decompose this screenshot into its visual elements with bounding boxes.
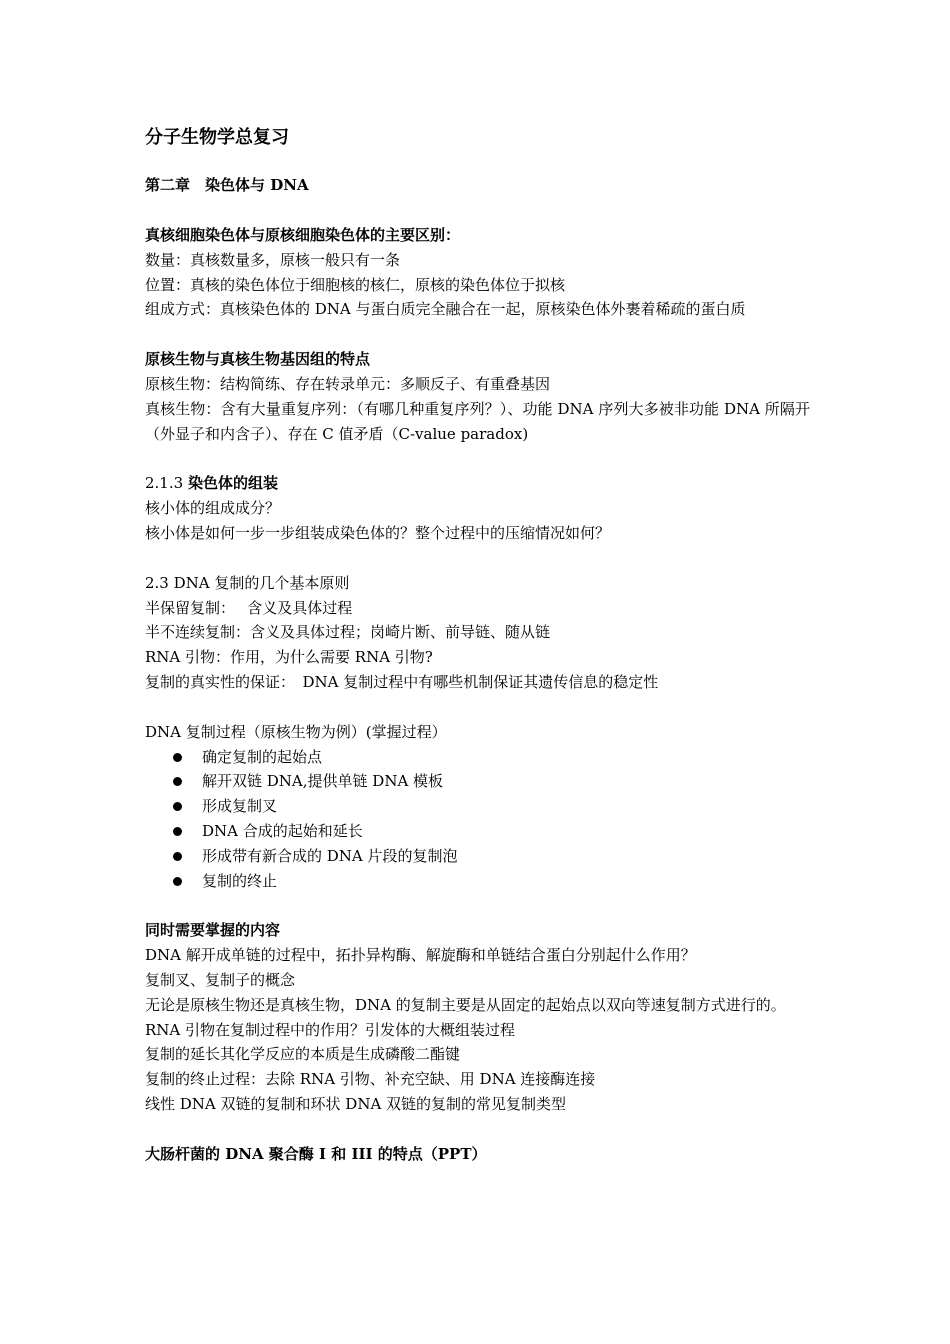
section-replication-principles xyxy=(145,571,810,695)
paragraph-line: 复制叉、复制子的概念 xyxy=(145,970,296,989)
section-heading xyxy=(145,471,810,496)
list-item-text: DNA 合成的起始和延长 xyxy=(202,821,363,840)
section-dna-polymerase xyxy=(145,1142,810,1167)
list-item-text: 形成带有新合成的 DNA 片段的复制泡 xyxy=(202,846,458,865)
paragraph-line: 组成方式：真核染色体的 DNA 与蛋白质完全融合在一起，原核染色体外裹着稀疏的蛋白质 xyxy=(145,300,746,319)
list-item xyxy=(145,769,810,794)
bullet-dot-icon xyxy=(173,753,182,762)
paragraph-line: RNA 引物：作用，为什么需要 RNA 引物? xyxy=(145,648,433,667)
paragraph-line: 线性 DNA 双链的复制和环状 DNA 双链的复制的常见复制类型 xyxy=(145,1094,567,1113)
list-item-text: 解开双链 DNA,提供单链 DNA 模板 xyxy=(202,772,444,791)
bullet-list xyxy=(145,745,810,894)
section-number: 2.1.3 xyxy=(145,474,188,493)
section-chromosome-differences xyxy=(145,223,810,322)
section-heading: 大肠杆菌的 DNA 聚合酶 I 和 III 的特点（PPT） xyxy=(145,1144,487,1163)
paragraph-line: 位置：真核的染色体位于细胞核的核仁，原核的染色体位于拟核 xyxy=(145,275,566,294)
list-item xyxy=(145,745,810,770)
bullet-dot-icon xyxy=(173,777,182,786)
paragraph-line: 数量：真核数量多，原核一般只有一条 xyxy=(145,250,401,269)
document-title: 分子生物学总复习 xyxy=(145,127,289,148)
section-chromosome-assembly xyxy=(145,471,810,545)
section-replication-process xyxy=(145,720,810,894)
section-heading: 同时需要掌握的内容 xyxy=(145,921,281,940)
document-body xyxy=(145,125,810,1192)
list-item xyxy=(145,794,810,819)
chapter-heading: 第二章 染色体与 DNA xyxy=(145,176,309,194)
paragraph-line: 真核生物：含有大量重复序列：（有哪几种重复序列？）、功能 DNA 序列大多被非功能 DNA 所隔开（外显子和内含子）、存在 C 值矛盾（C-value paradox) xyxy=(145,399,810,443)
list-item-text: 确定复制的起始点 xyxy=(202,747,323,766)
bullet-dot-icon xyxy=(173,852,182,861)
section-must-know xyxy=(145,918,810,1116)
paragraph-line: 半不连续复制：含义及具体过程；岗崎片断、前导链、随从链 xyxy=(145,623,551,642)
list-item xyxy=(145,844,810,869)
section-heading: 真核细胞染色体与原核细胞染色体的主要区别： xyxy=(145,226,461,244)
paragraph-line: 原核生物：结构简练、存在转录单元：多顺反子、有重叠基因 xyxy=(145,374,551,393)
paragraph-line: 复制的真实性的保证： DNA 复制过程中有哪些机制保证其遗传信息的稳定性 xyxy=(145,672,659,691)
list-item-text: 复制的终止 xyxy=(202,871,278,890)
paragraph-line: DNA 解开成单链的过程中，拓扑异构酶、解旋酶和单链结合蛋白分别起什么作用？ xyxy=(145,946,696,965)
paragraph-line: 半保留复制： 含义及具体过程 xyxy=(145,598,353,617)
list-item xyxy=(145,819,810,844)
paragraph-line: RNA 引物在复制过程中的作用？引发体的大概组装过程 xyxy=(145,1020,516,1039)
paragraph-line: 核小体是如何一步一步组装成染色体的？整个过程中的压缩情况如何？ xyxy=(145,523,611,542)
paragraph-line: 复制的终止过程：去除 RNA 引物、补充空缺、用 DNA 连接酶连接 xyxy=(145,1070,596,1089)
paragraph-line: 核小体的组成成分？ xyxy=(145,499,281,518)
paragraph-line: 复制的延长其化学反应的本质是生成磷酸二酯键 xyxy=(145,1045,461,1064)
list-item-text: 形成复制叉 xyxy=(202,797,278,816)
bullet-dot-icon xyxy=(173,827,182,836)
list-item xyxy=(145,869,810,894)
paragraph-line: 无论是原核生物还是真核生物，DNA 的复制主要是从固定的起始点以双向等速复制方式进行的。 xyxy=(145,995,786,1014)
section-heading: 2.3 DNA 复制的几个基本原则 xyxy=(145,573,350,592)
section-genome-features xyxy=(145,347,810,446)
section-heading: 原核生物与真核生物基因组的特点 xyxy=(145,350,371,369)
section-heading-text: 染色体的组装 xyxy=(187,474,278,493)
section-heading: DNA 复制过程（原核生物为例）(掌握过程） xyxy=(145,722,447,741)
bullet-dot-icon xyxy=(173,877,182,886)
bullet-dot-icon xyxy=(173,802,182,811)
